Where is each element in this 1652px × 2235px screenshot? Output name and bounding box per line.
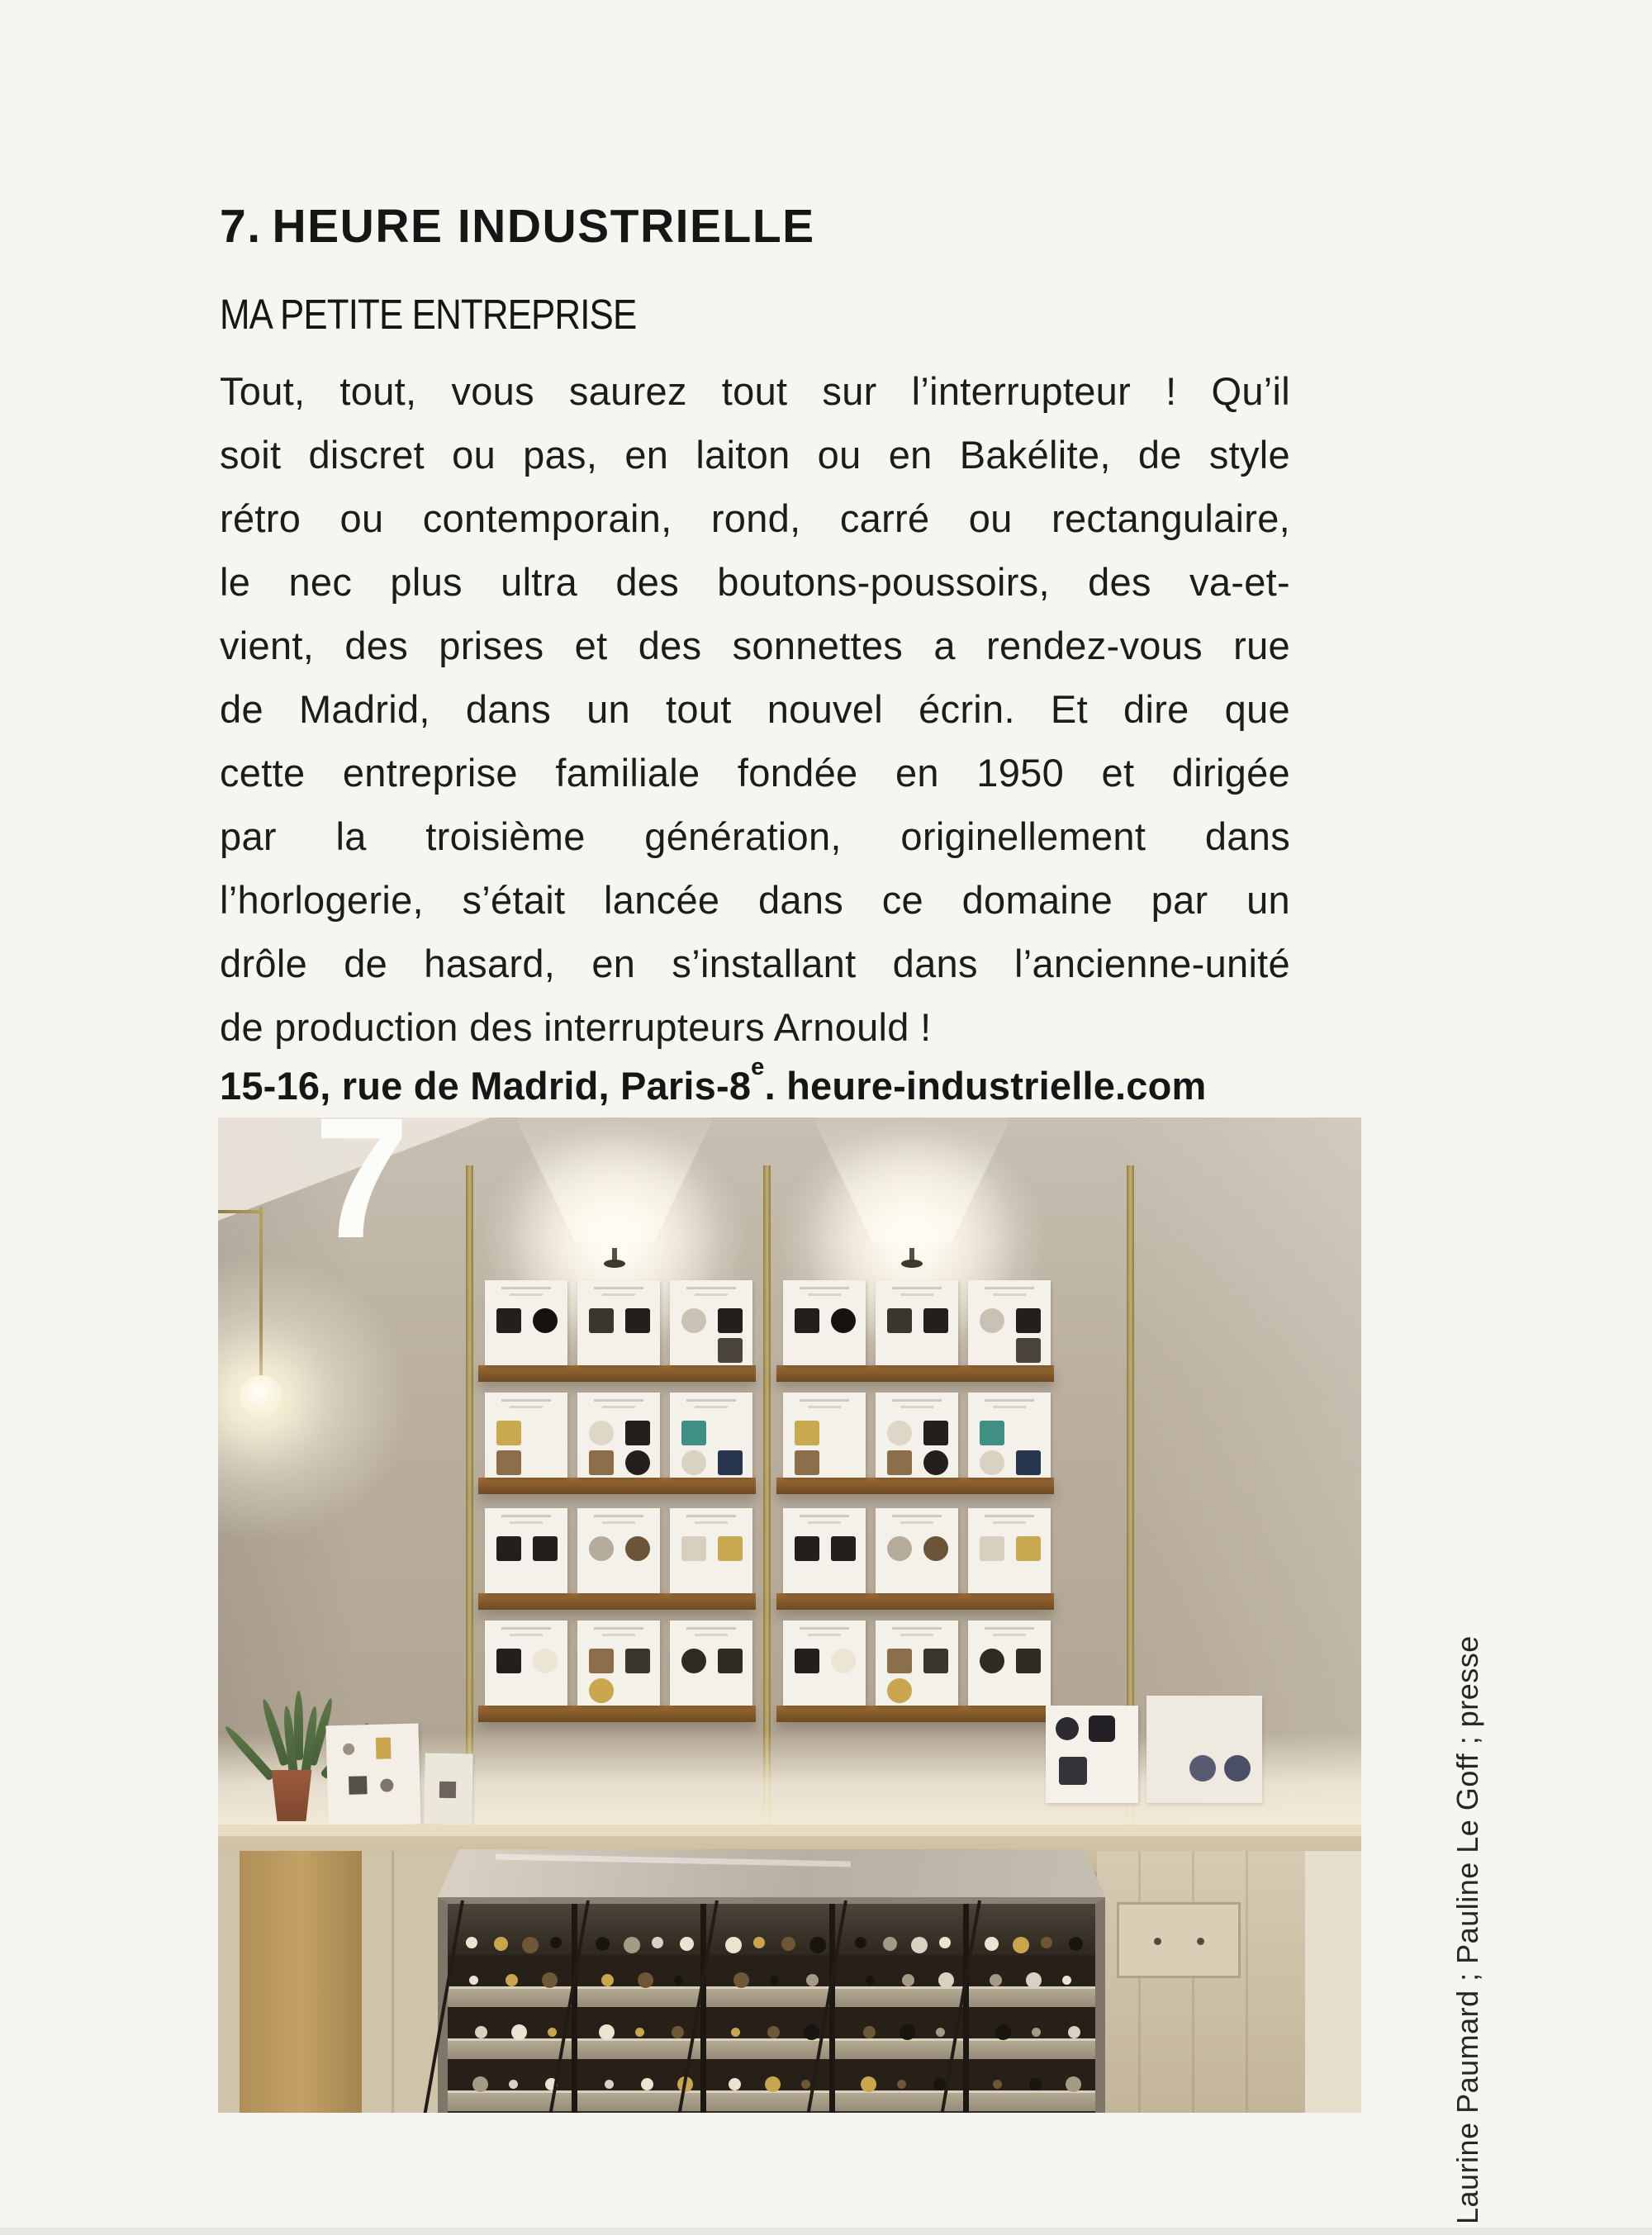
body-line: drôle de hasard, en s’installant dans l’ancienne-unité [220, 941, 1290, 985]
card-sketch-swatch [343, 1744, 354, 1755]
switch-sample-swatch [795, 1536, 819, 1561]
display-item-dot [680, 1937, 694, 1951]
sample-card [485, 1393, 567, 1478]
brass-rail [466, 1165, 473, 1825]
switch-sample-swatch [533, 1308, 558, 1333]
switch-sample-swatch [923, 1450, 948, 1475]
switch-sample-swatch [533, 1649, 558, 1673]
counter-card [424, 1753, 472, 1825]
sample-card [485, 1508, 567, 1593]
cabinet-drawer [1117, 1902, 1241, 1978]
switch-sample-swatch [625, 1421, 650, 1445]
sample-card-label [695, 1634, 728, 1636]
tray-item-dot [641, 2078, 653, 2090]
drawer-knob-icon [1197, 1938, 1204, 1945]
sconce-globe-icon [240, 1375, 282, 1418]
switch-sample-swatch [831, 1536, 856, 1561]
sample-card-label [695, 1521, 728, 1524]
display-item-dot [522, 1937, 539, 1953]
body-line: soit discret ou pas, en laiton ou en Bakélite, de style [220, 432, 1290, 477]
display-item-dot [753, 1937, 765, 1948]
switch-sample-swatch [887, 1649, 912, 1673]
tray-item-dot [506, 1974, 518, 1986]
tray-item-dot [635, 2028, 644, 2037]
tray-item-dot [674, 1976, 683, 1985]
switch-sample-swatch [795, 1308, 819, 1333]
photo-credit: Laurine Paumard ; Pauline Le Goff ; presse [1450, 1635, 1484, 2224]
shelf-board [478, 1365, 756, 1382]
sample-card [670, 1620, 752, 1706]
address-street: 15-16, rue de Madrid, Paris-8 [220, 1063, 752, 1108]
switch-sample-swatch [589, 1649, 614, 1673]
switch-sample-swatch [831, 1649, 856, 1673]
switch-sample-swatch [589, 1450, 614, 1475]
switch-sample-swatch [980, 1536, 1004, 1561]
tray-front [448, 2038, 1095, 2059]
switch-sample-swatch [980, 1421, 1004, 1445]
shelf-board [776, 1365, 1054, 1382]
switch-sample-swatch [533, 1536, 558, 1561]
cabinet-groove [1138, 1851, 1141, 2113]
switch-sample-swatch [795, 1450, 819, 1475]
article-text-block [220, 162, 1294, 1147]
switch-sample-swatch [625, 1649, 650, 1673]
sample-card [876, 1280, 958, 1365]
switch-sample-swatch [625, 1308, 650, 1333]
switch-sample-swatch [887, 1678, 912, 1703]
sample-card-label [501, 1287, 551, 1289]
sample-card-label [900, 1521, 933, 1524]
switch-sample-swatch [496, 1536, 521, 1561]
tray-item-dot [990, 1974, 1002, 1986]
sample-card-label [900, 1634, 933, 1636]
case-top-display [448, 1904, 1095, 1955]
switch-sample-swatch [887, 1308, 912, 1333]
card-sample-dot [1224, 1755, 1251, 1782]
sample-card-label [501, 1515, 551, 1517]
switch-sample-swatch [681, 1308, 706, 1333]
switch-sample-swatch [1016, 1450, 1041, 1475]
drawer-knob-icon [1154, 1938, 1161, 1945]
sample-card-label [892, 1627, 942, 1630]
shelf-board [776, 1593, 1054, 1610]
switch-sample-swatch [496, 1421, 521, 1445]
switch-sample-swatch [589, 1308, 614, 1333]
tray-item-dot [1032, 2028, 1041, 2037]
switch-sample-swatch [681, 1536, 706, 1561]
sample-card-label [594, 1399, 643, 1402]
counter-card [1146, 1696, 1262, 1803]
counter-card [1046, 1706, 1138, 1803]
switch-sample-swatch [625, 1536, 650, 1561]
display-item-dot [1069, 1937, 1083, 1951]
sample-card-label [686, 1627, 736, 1630]
card-sample-dot [1056, 1717, 1079, 1740]
sample-card-label [510, 1406, 543, 1408]
switch-sample-swatch [1016, 1649, 1041, 1673]
display-item-dot [596, 1937, 610, 1951]
sample-card [876, 1620, 958, 1706]
sample-card [968, 1280, 1051, 1365]
tray-item-dot [863, 2026, 876, 2038]
sample-card-label [510, 1634, 543, 1636]
display-case [438, 1849, 1105, 2113]
article-number: 7. [220, 200, 262, 254]
switch-sample-swatch [496, 1308, 521, 1333]
display-item-dot [1013, 1937, 1029, 1953]
display-item-dot [985, 1937, 999, 1951]
tray-item-dot [472, 2076, 488, 2092]
tray-item-dot [897, 2080, 906, 2089]
body-line: par la troisième génération, originellement dans [220, 814, 1290, 858]
body-line: Tout, tout, vous saurez tout sur l’interrupteur ! Qu’il [220, 368, 1290, 413]
address-website: . heure-industrielle.com [764, 1063, 1207, 1108]
switch-sample-swatch [1016, 1338, 1041, 1363]
cabinet-pilaster [240, 1851, 362, 2113]
sample-card [783, 1508, 866, 1593]
sample-card-label [993, 1406, 1026, 1408]
sample-card-label [686, 1287, 736, 1289]
switch-sample-swatch [625, 1450, 650, 1475]
sample-card [485, 1280, 567, 1365]
sample-card [968, 1508, 1051, 1593]
tray-item-dot [801, 2080, 810, 2089]
switch-sample-swatch [718, 1338, 743, 1363]
switch-sample-swatch [1016, 1536, 1041, 1561]
sample-card [968, 1620, 1051, 1706]
case-divider [700, 1904, 706, 2113]
shelf-board [776, 1478, 1054, 1494]
sample-card-label [686, 1515, 736, 1517]
switch-sample-swatch [496, 1649, 521, 1673]
sample-card-label [892, 1287, 942, 1289]
sample-card-label [602, 1293, 635, 1296]
switch-sample-swatch [795, 1421, 819, 1445]
tray-item-dot [601, 1974, 614, 1986]
right-cabinet [1097, 1851, 1305, 2113]
counter-top [218, 1825, 1361, 1836]
sample-card-label [985, 1399, 1034, 1402]
switch-sample-swatch [718, 1450, 743, 1475]
card-sample-dot [1189, 1755, 1216, 1782]
tray-item-dot [1066, 2076, 1081, 2092]
display-item-dot [781, 1937, 795, 1951]
sample-card-label [602, 1406, 635, 1408]
tray-item-dot [861, 2076, 876, 2092]
tray-item-dot [475, 2026, 487, 2038]
tray-item-dot [938, 1972, 954, 1988]
article-address [220, 1053, 1294, 1108]
display-case-body [438, 1897, 1105, 2113]
sample-card-label [985, 1515, 1034, 1517]
shelf-board [478, 1706, 756, 1722]
body-line: rétro ou contemporain, rond, carré ou rectangulaire, [220, 496, 1290, 540]
sample-card-label [900, 1293, 933, 1296]
switch-sample-swatch [718, 1649, 743, 1673]
sample-card [670, 1280, 752, 1365]
sample-card-label [510, 1293, 543, 1296]
display-item-dot [466, 1937, 477, 1948]
shelf-board [478, 1593, 756, 1610]
body-line: de production des interrupteurs Arnould ! [220, 1004, 932, 1049]
sample-card-label [808, 1521, 841, 1524]
card-sketch-swatch [376, 1737, 392, 1758]
cabinet-groove [1246, 1851, 1248, 2113]
sample-card-label [602, 1634, 635, 1636]
body-line: de Madrid, dans un tout nouvel écrin. Et dire que [220, 686, 1290, 731]
sample-card [577, 1508, 660, 1593]
tray-item-dot [995, 2024, 1011, 2040]
display-item-dot [725, 1937, 742, 1953]
tray-item-dot [1029, 2078, 1042, 2090]
display-item-dot [624, 1937, 640, 1953]
tray-item-dot [936, 2028, 945, 2037]
switch-sample-swatch [718, 1308, 743, 1333]
tray-item-dot [866, 1976, 875, 1985]
sample-card [485, 1620, 567, 1706]
tray-item-dot [1068, 2026, 1080, 2038]
sample-card-label [892, 1399, 942, 1402]
sample-card [968, 1393, 1051, 1478]
switch-sample-swatch [589, 1678, 614, 1703]
display-item-dot [494, 1937, 508, 1951]
display-item-dot [550, 1937, 562, 1948]
tray-front [448, 1986, 1095, 2007]
sample-card-label [800, 1627, 849, 1630]
sconce-stem-icon [259, 1207, 263, 1393]
switch-sample-swatch [923, 1536, 948, 1561]
cabinet-groove [392, 1851, 394, 2113]
switch-sample-swatch [923, 1421, 948, 1445]
sample-card-label [510, 1521, 543, 1524]
switch-sample-swatch [589, 1421, 614, 1445]
tray-item-dot [542, 1972, 558, 1988]
tray-item-dot [731, 2028, 740, 2037]
switch-sample-swatch [831, 1308, 856, 1333]
sample-card-label [808, 1293, 841, 1296]
tray-item-dot [1026, 1972, 1042, 1988]
page-bottom-edge [0, 2228, 1652, 2235]
sample-card-label [594, 1515, 643, 1517]
tray-item-dot [605, 2080, 614, 2089]
display-item-dot [809, 1937, 826, 1953]
left-cabinet [218, 1851, 466, 2113]
right-wall-sliver [1305, 1851, 1361, 2113]
display-item-dot [652, 1937, 663, 1948]
switch-sample-swatch [980, 1450, 1004, 1475]
sample-card-label [501, 1399, 551, 1402]
sample-card-label [985, 1627, 1034, 1630]
tray-item-dot [509, 2080, 518, 2089]
sconce-arm-icon [218, 1210, 261, 1213]
article-subtitle: MA PETITE ENTREPRISE [220, 290, 637, 338]
sample-card [783, 1393, 866, 1478]
case-divider [829, 1904, 835, 2113]
display-item-dot [939, 1937, 951, 1948]
switch-sample-swatch [795, 1649, 819, 1673]
switch-sample-swatch [887, 1421, 912, 1445]
sample-card [577, 1393, 660, 1478]
sample-card-label [808, 1634, 841, 1636]
body-line: vient, des prises et des sonnettes a rendez-vous rue [220, 623, 1290, 667]
tray-item-dot [548, 2028, 557, 2037]
address-arrondissement-sup: e [751, 1053, 765, 1080]
switch-sample-swatch [681, 1649, 706, 1673]
sample-card [577, 1620, 660, 1706]
case-divider [963, 1904, 969, 2113]
display-item-dot [1041, 1937, 1052, 1948]
switch-sample-swatch [496, 1450, 521, 1475]
tray-item-dot [767, 2026, 780, 2038]
tray-item-dot [469, 1976, 478, 1985]
tray-item-dot [672, 2026, 684, 2038]
counter-card [325, 1724, 420, 1827]
card-sample-dot [1089, 1715, 1115, 1742]
body-line: l’horlogerie, s’était lancée dans ce domaine par un [220, 877, 1290, 922]
switch-sample-swatch [923, 1308, 948, 1333]
card-sketch-swatch [439, 1782, 456, 1798]
switch-sample-swatch [718, 1536, 743, 1561]
sample-card [783, 1620, 866, 1706]
tray-item-dot [599, 2024, 615, 2040]
sample-card-label [686, 1399, 736, 1402]
shop-interior-photo [218, 1118, 1361, 2113]
sample-card-label [985, 1287, 1034, 1289]
cabinet-groove [1192, 1851, 1194, 2113]
card-sample-dot [1059, 1757, 1087, 1785]
tray-item-dot [638, 1972, 653, 1988]
switch-sample-swatch [681, 1421, 706, 1445]
switch-sample-swatch [589, 1536, 614, 1561]
card-sketch-swatch [380, 1778, 393, 1791]
tray-item-dot [511, 2024, 527, 2040]
sample-card [876, 1508, 958, 1593]
tray-item-dot [729, 2078, 741, 2090]
sample-card-label [892, 1515, 942, 1517]
sample-card-label [993, 1521, 1026, 1524]
switch-sample-swatch [887, 1536, 912, 1561]
sample-card-label [993, 1634, 1026, 1636]
switch-sample-swatch [980, 1649, 1004, 1673]
tray-item-dot [733, 1972, 749, 1988]
sample-card [670, 1508, 752, 1593]
sample-card-label [594, 1627, 643, 1630]
tray-item-dot [902, 1974, 914, 1986]
display-item-dot [911, 1937, 928, 1953]
sample-card-label [594, 1287, 643, 1289]
sample-card [670, 1393, 752, 1478]
shelf-board [478, 1478, 756, 1494]
display-item-dot [883, 1937, 897, 1951]
tray-front [448, 2090, 1095, 2111]
wall-lamp-shade-icon [901, 1260, 923, 1268]
photo-number-overlay: 7 [314, 1118, 410, 1274]
case-divider [572, 1904, 577, 2113]
tray-item-dot [804, 2024, 819, 2040]
article-title [220, 201, 1294, 252]
sample-card-label [800, 1399, 849, 1402]
wall-lamp-shade-icon [604, 1260, 625, 1268]
tray-item-dot [993, 2080, 1002, 2089]
tray-item-dot [900, 2024, 915, 2040]
switch-sample-swatch [1016, 1308, 1041, 1333]
tray-item-dot [765, 2076, 781, 2092]
switch-sample-swatch [980, 1308, 1004, 1333]
tray-item-dot [806, 1974, 819, 1986]
brass-rail [763, 1165, 771, 1825]
sample-card-label [900, 1406, 933, 1408]
sample-card-label [501, 1627, 551, 1630]
sample-card-label [695, 1293, 728, 1296]
sample-card [577, 1280, 660, 1365]
tray-item-dot [770, 1976, 779, 1985]
sample-card [783, 1280, 866, 1365]
article-title-text: HEURE INDUSTRIELLE [272, 200, 815, 254]
sample-card-label [808, 1406, 841, 1408]
sample-card [876, 1393, 958, 1478]
card-sketch-swatch [349, 1776, 368, 1795]
body-line: le nec plus ultra des boutons-poussoirs, des va-et- [220, 559, 1290, 604]
sample-card-label [800, 1515, 849, 1517]
body-line: cette entreprise familiale fondée en 1950 et dirigée [220, 750, 1290, 795]
sample-card-label [602, 1521, 635, 1524]
sample-card-label [695, 1406, 728, 1408]
switch-sample-swatch [923, 1649, 948, 1673]
sample-card-label [993, 1293, 1026, 1296]
display-item-dot [855, 1937, 866, 1948]
switch-sample-swatch [681, 1450, 706, 1475]
tray-item-dot [1062, 1976, 1071, 1985]
switch-sample-swatch [887, 1450, 912, 1475]
article-body [220, 359, 1290, 1059]
shelf-board [776, 1706, 1054, 1722]
sample-card-label [800, 1287, 849, 1289]
